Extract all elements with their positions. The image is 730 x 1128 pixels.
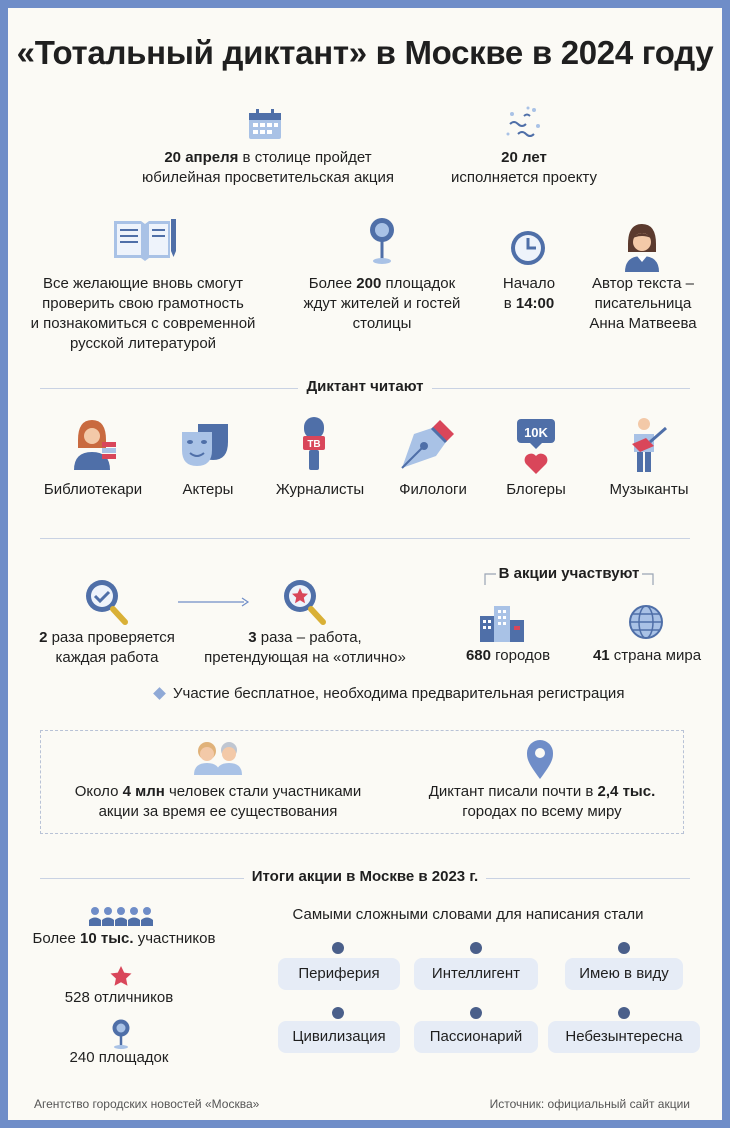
tv-label: ТВ	[307, 439, 321, 450]
small-pin-icon	[109, 1019, 133, 1049]
reader-philologists: Филологи	[399, 481, 467, 498]
city-buildings-icon	[480, 606, 528, 642]
cities-worldwide-text: Диктант писали почти в 2,4 тыс. городах по всему миру	[428, 783, 656, 820]
word-intelligent: Интеллигент	[414, 958, 538, 990]
hard-words-heading: Самыми сложными словами для написания стали	[292, 906, 644, 923]
check-twice-text: 2 раза проверяется каждая работа	[39, 629, 175, 666]
word-bullet	[618, 942, 630, 954]
reader-musicians: Музыканты	[609, 481, 689, 498]
countries-text: 41 страна мира	[592, 647, 702, 664]
results-heading: Итоги акции в Москве в 2023 г.	[244, 868, 486, 885]
tenk-likes-icon	[516, 418, 556, 474]
author-avatar-icon	[623, 222, 661, 272]
literacy-text: Все желающие вновь смогут проверить свою грамотность и познакомиться с современной русской литературой	[30, 275, 256, 352]
book-icon	[112, 215, 178, 263]
word-periferiya: Периферия	[278, 958, 400, 990]
librarian-icon	[68, 418, 120, 470]
agency-credit: Агентство городских новостей «Москва»	[34, 1097, 260, 1111]
author-text: Автор текста – писательница Анна Матвеева	[589, 275, 697, 332]
confetti-icon	[504, 104, 544, 142]
crowd-icon	[88, 906, 154, 926]
source-credit: Источник: официальный сайт акции	[489, 1097, 690, 1111]
infographic	[8, 8, 722, 1120]
theater-masks-icon	[180, 420, 232, 468]
word-tsivilizatsiya: Цивилизация	[278, 1021, 400, 1053]
start-time-text: Начало в 14:00	[502, 275, 556, 312]
calendar-icon	[248, 108, 282, 140]
participate-heading: В акции участвуют	[498, 565, 640, 582]
divider	[40, 538, 690, 539]
four-million-text: Около 4 млн человек стали участниками акции за время ее существования	[74, 783, 362, 820]
reader-journalists: Журналисты	[275, 481, 365, 498]
magnifier-check-icon	[84, 578, 130, 626]
check-thrice-text: 3 раза – работа, претендующая на «отлично»	[204, 629, 406, 666]
magnifier-star-icon	[282, 578, 328, 626]
excellent-count: 528 отличников	[64, 989, 174, 1006]
word-bullet	[618, 1007, 630, 1019]
word-passionariy: Пассионарий	[414, 1021, 538, 1053]
tenk-label: 10K	[524, 425, 548, 440]
participants-2023-text: Более 10 тыс. участников	[32, 930, 216, 947]
globe-icon	[628, 604, 664, 640]
word-bullet	[470, 1007, 482, 1019]
word-bullet	[332, 942, 344, 954]
sites-count: 240 площадок	[69, 1049, 169, 1066]
page-title: «Тотальный диктант» в Москве в 2024 году	[16, 34, 714, 71]
venues-text: Более 200 площадок ждут жителей и гостей столицы	[303, 275, 461, 332]
results-heading-wrap	[8, 868, 722, 886]
years-text: 20 лет исполняется проекту	[451, 149, 597, 186]
location-pin-icon	[526, 739, 554, 779]
cities-text: 680 городов	[465, 647, 551, 664]
free-participation-note: Участие бесплатное, необходима предварительная регистрация	[173, 685, 625, 702]
readers-heading: Диктант читают	[298, 378, 431, 395]
date-text: 20 апреля в столице пройдет юбилейная просветительская акция	[142, 149, 394, 186]
arrow-right-icon	[178, 596, 250, 608]
word-imeyu-v-vidu: Имею в виду	[565, 958, 683, 990]
musician-icon	[628, 416, 668, 472]
word-bullet	[470, 942, 482, 954]
reader-librarians: Библиотекари	[43, 481, 143, 498]
clock-icon	[510, 230, 546, 266]
reader-actors: Актеры	[182, 481, 234, 498]
star-icon	[110, 966, 132, 986]
microphone-icon	[302, 416, 326, 472]
pin-icon	[368, 217, 396, 265]
word-bullet	[332, 1007, 344, 1019]
reader-bloggers: Блогеры	[506, 481, 566, 498]
diamond-bullet-icon	[153, 687, 166, 700]
word-nebezynteresna: Небезынтересна	[548, 1021, 700, 1053]
fountain-pen-icon	[400, 418, 456, 470]
people-icon	[192, 741, 244, 775]
readers-heading-wrap	[8, 378, 722, 396]
